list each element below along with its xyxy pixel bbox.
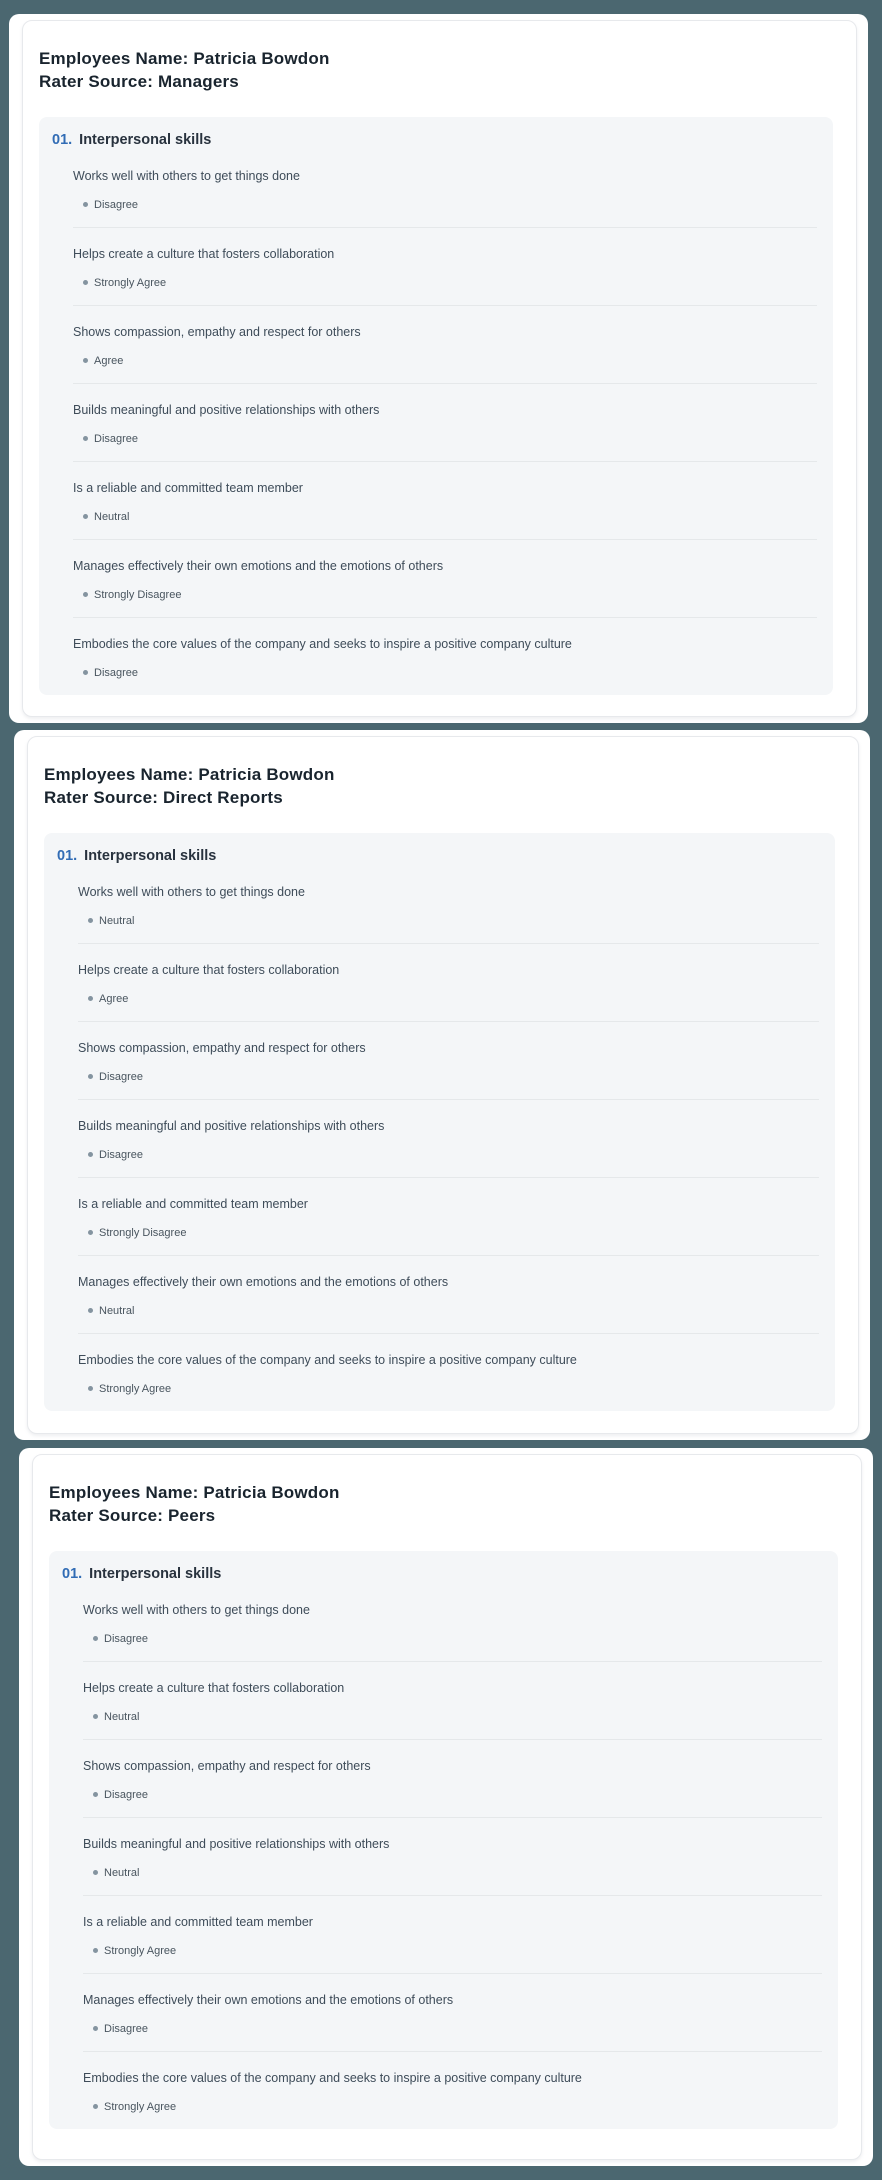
question-item [78,1022,819,1100]
question-item [78,1178,819,1256]
answer-text: Disagree [94,198,139,211]
question-text: Works well with others to get things done [73,169,300,183]
answer-text: Strongly Disagree [99,1226,187,1239]
question-item [78,944,819,1022]
section-heading [62,1564,822,1584]
answer-row [83,2099,822,2114]
report-page-direct-reports [14,730,870,1440]
question-text: Shows compassion, empathy and respect for others [78,1041,366,1055]
rater-source-line: Rater Source: Direct Reports [44,788,283,807]
bullet-icon [93,2026,98,2031]
answer-row [73,509,817,524]
answer-row [78,1303,819,1318]
question-item [83,1584,822,1662]
bullet-icon [83,358,88,363]
question-text: Builds meaningful and positive relationships with others [73,403,380,417]
section-number: 01. [57,848,78,864]
question-item [83,1662,822,1740]
answer-row [78,1069,819,1084]
answer-text: Disagree [94,666,139,679]
question-text: Builds meaningful and positive relationships with others [83,1837,390,1851]
question-list [78,866,819,1396]
question-item [73,228,817,306]
question-text: Is a reliable and committed team member [83,1915,313,1929]
answer-row [73,197,817,212]
rater-source-line: Rater Source: Peers [49,1506,216,1525]
question-text: Shows compassion, empathy and respect for others [73,325,361,339]
answer-text: Neutral [94,510,130,523]
question-text: Shows compassion, empathy and respect for others [83,1759,371,1773]
question-text: Works well with others to get things done [78,885,305,899]
answer-text: Neutral [99,914,135,927]
answer-row [78,913,819,928]
answer-row [73,431,817,446]
answer-row [83,1709,822,1724]
answer-row [83,1631,822,1646]
bullet-icon [93,1792,98,1797]
bullet-icon [88,1074,93,1079]
answer-text: Strongly Agree [99,1382,172,1395]
question-item [83,1974,822,2052]
answer-row [83,2021,822,2036]
question-item [73,384,817,462]
answer-row [73,275,817,290]
answer-row [73,665,817,680]
bullet-icon [93,2104,98,2109]
question-item [83,1818,822,1896]
answer-row [83,1787,822,1802]
section-title: Interpersonal skills [84,848,217,864]
bullet-icon [88,1386,93,1391]
answer-text: Strongly Agree [94,276,167,289]
bullet-icon [83,592,88,597]
bullet-icon [83,280,88,285]
employee-name-line: Employees Name: Patricia Bowdon [39,49,330,68]
bullet-icon [88,1308,93,1313]
bullet-icon [93,1948,98,1953]
question-item [73,306,817,384]
report-card [32,1454,862,2160]
bullet-icon [88,918,93,923]
question-item [73,540,817,618]
question-item [83,1740,822,1818]
question-text: Helps create a culture that fosters collaboration [78,963,340,977]
answer-row [83,1943,822,1958]
bullet-icon [93,1636,98,1641]
question-item [78,1334,819,1396]
bullet-icon [88,996,93,1001]
page-title [44,763,835,809]
question-text: Embodies the core values of the company and seeks to inspire a positive company culture [78,1353,577,1367]
section-heading [57,846,819,866]
employee-name-line: Employees Name: Patricia Bowdon [49,1483,340,1502]
report-card [27,736,859,1434]
answer-text: Strongly Agree [104,2100,177,2113]
section-number: 01. [52,132,73,148]
answer-row [78,991,819,1006]
question-text: Helps create a culture that fosters collaboration [83,1681,345,1695]
section-panel [39,117,833,695]
bullet-icon [83,436,88,441]
report-page-peers [19,1448,873,2166]
employee-name-line: Employees Name: Patricia Bowdon [44,765,335,784]
section-title: Interpersonal skills [79,132,212,148]
answer-row [83,1865,822,1880]
question-text: Embodies the core values of the company and seeks to inspire a positive company culture [73,637,572,651]
question-item [78,1256,819,1334]
section-number: 01. [62,1566,83,1582]
question-text: Manages effectively their own emotions and the emotions of others [83,1993,454,2007]
answer-text: Neutral [99,1304,135,1317]
section-title: Interpersonal skills [89,1566,222,1582]
question-item [83,2052,822,2114]
question-list [73,150,817,680]
section-panel [49,1551,838,2129]
bullet-icon [93,1870,98,1875]
answer-text: Disagree [99,1148,144,1161]
question-text: Is a reliable and committed team member [73,481,303,495]
question-item [73,618,817,680]
answer-text: Agree [94,354,124,367]
section-panel [44,833,835,1411]
question-item [73,462,817,540]
report-page-managers [9,14,868,723]
question-item [73,150,817,228]
page-title [39,47,833,93]
bullet-icon [83,670,88,675]
report-card [22,20,857,717]
answer-row [73,353,817,368]
question-text: Is a reliable and committed team member [78,1197,308,1211]
question-item [83,1896,822,1974]
answer-text: Disagree [104,2022,149,2035]
question-item [78,1100,819,1178]
question-text: Works well with others to get things done [83,1603,310,1617]
bullet-icon [83,514,88,519]
question-list [83,1584,822,2114]
answer-row [78,1225,819,1240]
answer-text: Neutral [104,1710,140,1723]
question-text: Embodies the core values of the company and seeks to inspire a positive company culture [83,2071,582,2085]
question-text: Manages effectively their own emotions and the emotions of others [78,1275,449,1289]
bullet-icon [88,1230,93,1235]
bullet-icon [93,1714,98,1719]
answer-text: Strongly Agree [104,1944,177,1957]
answer-row [73,587,817,602]
answer-text: Disagree [99,1070,144,1083]
page-title [49,1481,838,1527]
answer-text: Neutral [104,1866,140,1879]
question-text: Manages effectively their own emotions and the emotions of others [73,559,444,573]
answer-text: Disagree [104,1632,149,1645]
answer-text: Strongly Disagree [94,588,182,601]
bullet-icon [88,1152,93,1157]
answer-text: Agree [99,992,129,1005]
question-text: Builds meaningful and positive relationships with others [78,1119,385,1133]
answer-row [78,1381,819,1396]
answer-text: Disagree [104,1788,149,1801]
answer-text: Disagree [94,432,139,445]
rater-source-line: Rater Source: Managers [39,72,239,91]
answer-row [78,1147,819,1162]
question-item [78,866,819,944]
question-text: Helps create a culture that fosters collaboration [73,247,335,261]
section-heading [52,130,817,150]
bullet-icon [83,202,88,207]
